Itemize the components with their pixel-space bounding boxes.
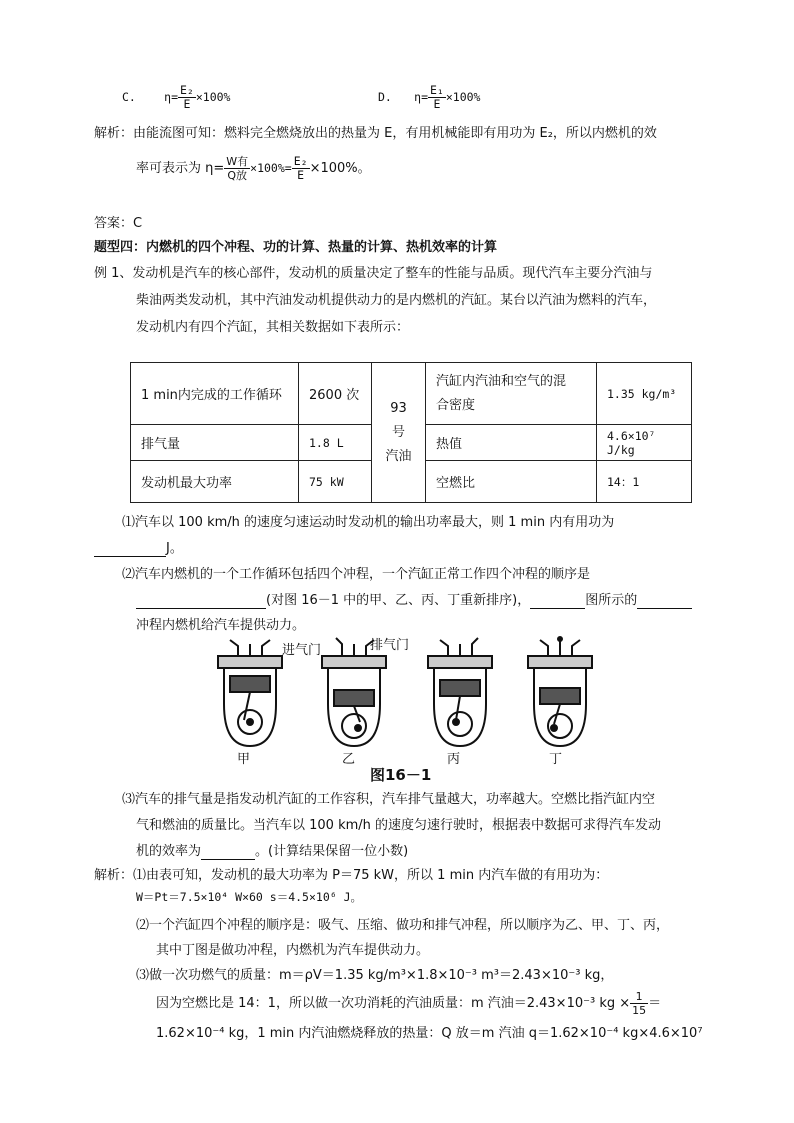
table-cell: 1 min内完成的工作循环	[131, 363, 299, 425]
figure-caption: 丁	[549, 752, 563, 767]
table-cell: 排气量	[131, 425, 299, 461]
table-cell: 发动机最大功率	[131, 461, 299, 503]
answer-blank[interactable]	[530, 593, 585, 609]
analysis-line: 解析：由能流图可知：燃料完全燃烧放出的热量为 E，有用机械能即有用功为 E₂，所以内燃机的效	[94, 126, 657, 141]
figure-title: 图16－1	[370, 766, 432, 784]
example-line: 柴油两类发动机，其中汽油发动机提供动力的是内燃机的汽缸。某台以汽油为燃料的汽车，	[136, 293, 657, 308]
answer: 答案：C	[94, 216, 143, 231]
engine-diagram-ding	[520, 634, 600, 749]
engine-diagram-yi	[314, 634, 394, 749]
table-cell: 汽缸内汽油和空气的混 合密度	[426, 363, 597, 425]
question-2-line: (对图 16－1 中的甲、乙、丙、丁重新排序)， 图所示的	[136, 589, 692, 609]
answer-blank[interactable]	[94, 541, 166, 557]
question-3: ⑶汽车的排气量是指发动机汽缸的工作容积，汽车排气量越大，功率越大。空燃比指汽缸内空	[122, 792, 656, 807]
analysis-line: W＝Pt＝7.5×10⁴ W×60 s＝4.5×10⁶ J。	[136, 890, 363, 904]
analysis-line: 1.62×10⁻⁴ kg，1 min 内汽油燃烧释放的热量：Q 放＝m 汽油 q＝1.62×10⁻⁴ kg×4.6×10⁷	[156, 1026, 703, 1041]
analysis-formula: 率可表示为 η= $\frac{\text{W有}}{\text{Q放}}$ ×100%= $\frac{\text{E₂}}{E}$ ×100%。	[136, 154, 371, 182]
section-title: 题型四：内燃机的四个冲程、功的计算、热量的计算、热机效率的计算	[94, 240, 498, 255]
table-cell: 空燃比	[426, 461, 597, 503]
question-2-line: 冲程内燃机给汽车提供动力。	[136, 618, 306, 633]
fraction: $\frac{1}{15}$	[632, 990, 647, 1017]
question-3-line: 机的效率为 。(计算结果保留一位小数)	[136, 844, 409, 859]
fraction: $\frac{\text{E₁}}{E}$	[430, 83, 444, 111]
fraction: $\frac{\text{E₂}}{E}$	[293, 154, 308, 182]
engine-diagram-bing	[420, 634, 500, 749]
engine-diagram-jia	[210, 634, 290, 749]
table-cell: 14：1	[597, 461, 692, 503]
table-row	[131, 363, 692, 425]
question-1: ⑴汽车以 100 km/h 的速度匀速运动时发动机的输出功率最大，则 1 min 内有用功为	[122, 515, 615, 530]
figure-caption: 丙	[447, 752, 461, 767]
table-cell: 4.6×10⁷ J/kg	[597, 425, 692, 461]
analysis-line: 因为空燃比是 14：1，所以做一次功消耗的汽油质量：m 汽油＝2.43×10⁻³ kg × $\frac{1}{15}$ ＝	[156, 990, 662, 1017]
question-2: ⑵汽车内燃机的一个工作循环包括四个冲程，一个汽缸正常工作四个冲程的顺序是	[122, 567, 591, 582]
question-1-answer: J。	[94, 537, 183, 557]
figure-caption: 乙	[342, 752, 356, 767]
table-cell: 1.35 kg/m³	[597, 363, 692, 425]
answer-blank[interactable]	[201, 844, 255, 860]
option-c: C. η= $\frac{\text{E₂}}{E}$ ×100%	[122, 83, 231, 111]
table-cell: 热值	[426, 425, 597, 461]
answer-blank[interactable]	[136, 593, 266, 609]
analysis-line: ⑵一个汽缸四个冲程的顺序是：吸气、压缩、做功和排气冲程，所以顺序为乙、甲、丁、丙，	[136, 918, 670, 933]
table-cell: 75 kW	[299, 461, 372, 503]
figure-caption: 甲	[237, 752, 251, 767]
analysis-line: ⑶做一次功燃气的质量：m＝ρV＝1.35 kg/m³×1.8×10⁻³ m³＝2.43×10⁻³ kg，	[136, 968, 614, 983]
table-cell-fuel: 93 号 汽油	[372, 363, 426, 503]
intake-valve-label: 进气门	[282, 643, 322, 658]
option-d: D. η= $\frac{\text{E₁}}{E}$ ×100%	[378, 83, 481, 111]
answer-blank[interactable]	[637, 593, 692, 609]
fraction: $\frac{\text{E₂}}{E}$	[180, 83, 194, 111]
question-3-line: 气和燃油的质量比。当汽车以 100 km/h 的速度匀速行驶时，根据表中数据可求得汽车发动	[136, 818, 662, 833]
analysis-line: 解析：⑴由表可知，发动机的最大功率为 P＝75 kW，所以 1 min 内汽车做的有用功为：	[94, 868, 609, 883]
table-cell: 2600 次	[299, 363, 372, 425]
data-table	[130, 362, 692, 503]
fraction: $\frac{\text{W有}}{\text{Q放}}$	[226, 155, 249, 182]
table-cell: 1.8 L	[299, 425, 372, 461]
example-line: 发动机内有四个汽缸，其相关数据如下表所示：	[136, 320, 410, 335]
example-line: 例 1、发动机是汽车的核心部件，发动机的质量决定了整车的性能与品质。现代汽车主要分汽油与	[94, 266, 653, 281]
exhaust-valve-label: 排气门	[370, 638, 410, 653]
analysis-line: 其中丁图是做功冲程，内燃机为汽车提供动力。	[156, 943, 430, 958]
